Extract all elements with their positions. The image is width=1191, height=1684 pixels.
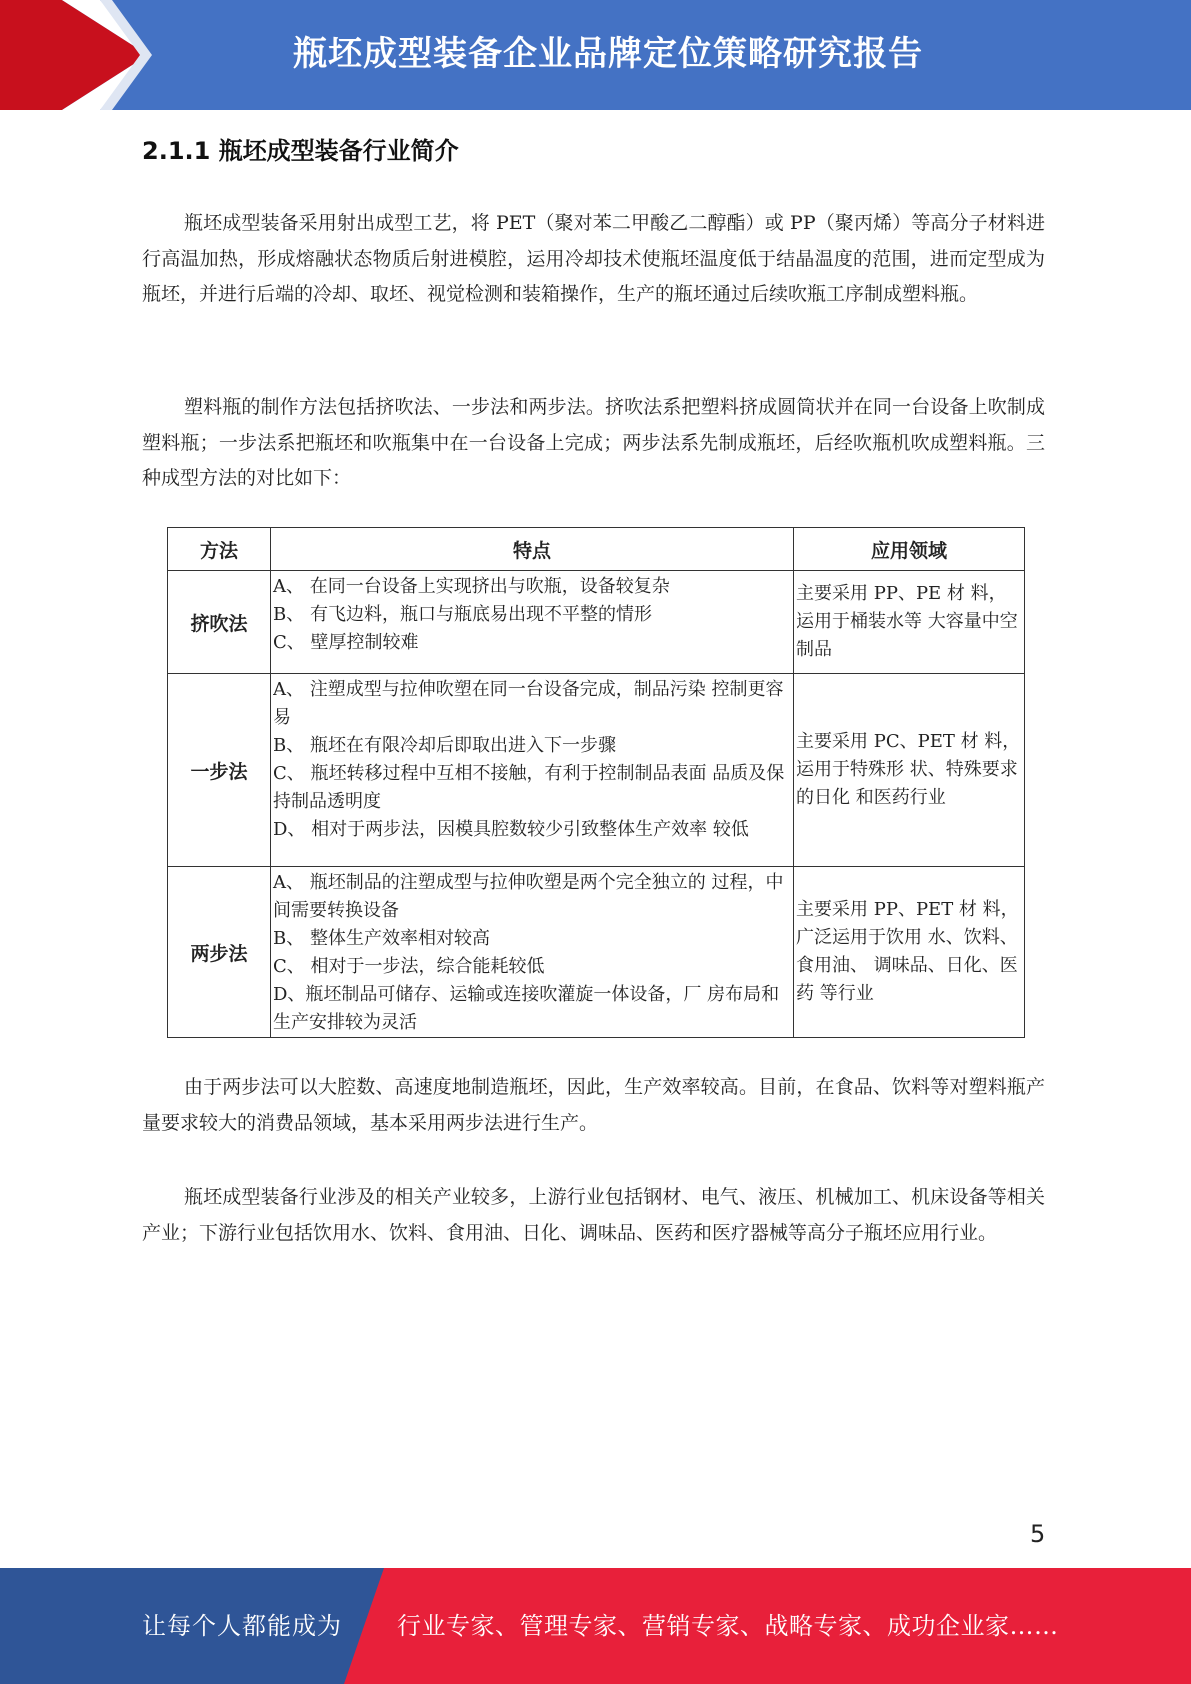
feature-item: C、 瓶坯转移过程中互相不接触，有利于控制制品表面 品质及保持制品透明度 xyxy=(273,763,785,812)
header-method: 方法 xyxy=(168,528,271,571)
feature-item: C、 相对于一步法，综合能耗较低 xyxy=(273,956,545,977)
industry-chain-paragraph: 瓶坯成型装备行业涉及的相关产业较多，上游行业包括钢材、电气、液压、机械加工、机床设备等相关产业；下游行业包括饮用水、饮料、食用油、日化、调味品、医药和医疗器械等高分子瓶坯应用行业。 xyxy=(142,1186,1045,1244)
section-heading: 2.1.1 瓶坯成型装备行业简介 xyxy=(142,137,459,165)
features-cell xyxy=(271,867,794,1038)
method-comparison-table xyxy=(167,527,1025,1038)
feature-item: D、瓶坯制品可储存、运输或连接吹灌旋一体设备，厂 房布局和生产安排较为灵活 xyxy=(273,984,780,1033)
header-features: 特点 xyxy=(271,528,794,571)
report-title: 瓶坯成型装备企业品牌定位策略研究报告 xyxy=(293,34,923,74)
feature-item: D、 相对于两步法，因模具腔数较少引致整体生产效率 较低 xyxy=(273,819,749,840)
feature-item: C、 壁厚控制较难 xyxy=(273,632,419,653)
application-cell: 主要采用 PC、PET 材 料，运用于特殊形 状、特殊要求的日化 和医药行业 xyxy=(794,674,1025,867)
footer-banner xyxy=(0,1568,1191,1684)
feature-item: B、 有飞边料，瓶口与瓶底易出现不平整的情形 xyxy=(273,604,652,625)
methods-paragraph: 塑料瓶的制作方法包括挤吹法、一步法和两步法。挤吹法系把塑料挤成圆筒状并在同一台设备上吹制成塑料瓶；一步法系把瓶坯和吹瓶集中在一台设备上完成；两步法系先制成瓶坯，后经吹瓶机吹成塑料瓶。三种成型方法的对比如下： xyxy=(142,396,1045,489)
feature-item: B、 整体生产效率相对较高 xyxy=(273,928,490,949)
application-cell: 主要采用 PP、PE 材 料，运用于桶装水等 大容量中空制品 xyxy=(794,571,1025,674)
feature-item: A、 注塑成型与拉伸吹塑在同一台设备完成，制品污染 控制更容易 xyxy=(273,679,784,728)
method-cell: 挤吹法 xyxy=(168,571,271,674)
table-row xyxy=(168,867,1025,1038)
table-row xyxy=(168,674,1025,867)
method-cell: 两步法 xyxy=(168,867,271,1038)
two-step-paragraph: 由于两步法可以大腔数、高速度地制造瓶坯，因此，生产效率较高。目前，在食品、饮料等对塑料瓶产量要求较大的消费品领域，基本采用两步法进行生产。 xyxy=(142,1076,1045,1134)
header-banner xyxy=(0,0,1191,110)
intro-paragraph: 瓶坯成型装备采用射出成型工艺，将 PET（聚对苯二甲酸乙二醇酯）或 PP（聚丙烯）等高分子材料进行高温加热，形成熔融状态物质后射进模腔，运用冷却技术使瓶坯温度低于结晶温度的范围，进而定型成为瓶坯，并进行后端的冷却、取坯、视觉检测和装箱操作，生产的瓶坯通过后续吹瓶工序制成塑料瓶。 xyxy=(142,212,1045,305)
features-cell xyxy=(271,571,794,674)
feature-item: A、 在同一台设备上实现挤出与吹瓶，设备较复杂 xyxy=(273,576,670,597)
footer-slogan-right: 行业专家、管理专家、营销专家、战略专家、成功企业家…… xyxy=(397,1612,1059,1640)
header-application: 应用领域 xyxy=(794,528,1025,571)
feature-item: B、 瓶坯在有限冷却后即取出进入下一步骤 xyxy=(273,735,616,756)
method-cell: 一步法 xyxy=(168,674,271,867)
page-number: 5 xyxy=(1030,1520,1046,1548)
application-cell: 主要采用 PP、PET 材 料，广泛运用于饮用 水、饮料、食用油、 调味品、日化、医药 等行业 xyxy=(794,867,1025,1038)
table-row xyxy=(168,571,1025,674)
footer-slogan-left: 让每个人都能成为 xyxy=(142,1612,342,1640)
feature-item: A、 瓶坯制品的注塑成型与拉伸吹塑是两个完全独立的 过程，中间需要转换设备 xyxy=(273,872,784,921)
features-cell xyxy=(271,674,794,867)
table-header-row xyxy=(168,528,1025,571)
